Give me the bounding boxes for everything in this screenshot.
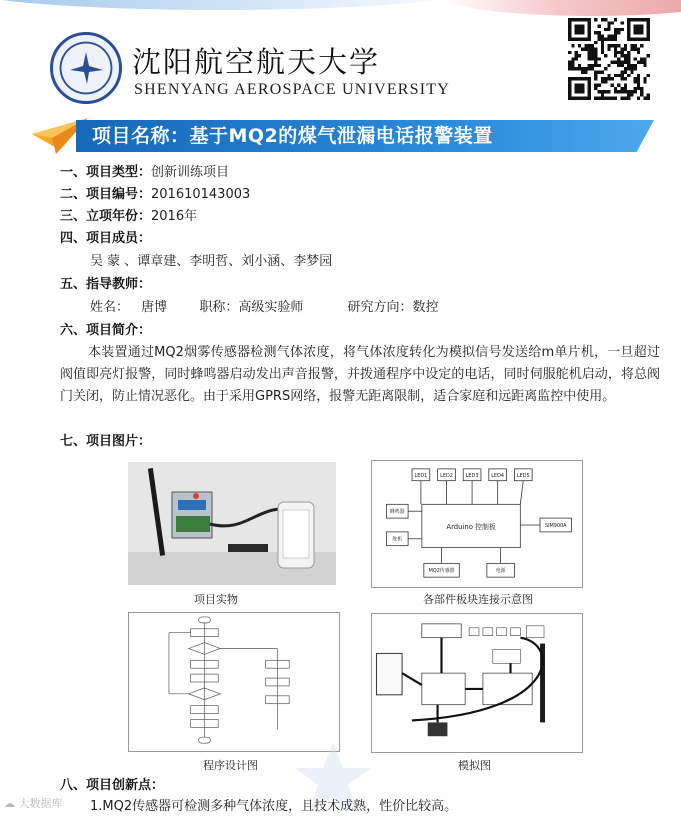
project-type-label: 一、项目类型： [60,165,152,180]
teacher-row [90,297,439,319]
watermark-text: 大数据库 [18,797,63,810]
teacher-name-label: 姓名： [90,300,130,315]
watermark-icon: ☁ [4,797,19,810]
university-logo-icon [50,32,122,104]
intro-text: 本装置通过MQ2烟雾传感器检测气体浓度，将气体浓度转化为模拟信号发送给m单片机，一旦超过阀值即亮灯报警，同时蜂鸣器启动发出声音报警，并拨通程序中设定的电话，同时伺服舵机启动，将总阀门关闭，防止情况恶化。由于采用GPRS网络，报警无距离限制，适合家庭和远距离监控中使用。 [60,345,660,404]
teacher-title: 高级实验师 [238,300,304,315]
buzzer-text: 蜂鸣器 [389,509,405,516]
project-year-row [60,206,197,228]
simulation-figure [371,613,583,753]
project-photo [128,462,336,585]
sim900a-text: SIM900A [544,522,567,529]
servo-text: 舵机 [392,536,403,543]
photo-caption: 项目实物 [194,593,238,606]
project-number-label: 二、项目编号： [60,187,152,202]
teacher-title-label: 职称： [199,300,239,315]
flow-caption: 程序设计图 [203,759,258,772]
teacher-field: 数控 [412,300,439,315]
power-text: 电源 [495,568,506,575]
qr-code-icon[interactable] [568,18,650,100]
mq2-text: MQ2传感器 [428,568,455,575]
project-number-value: 201610143003 [151,187,251,202]
university-name-cn: 沈阳航空航天大学 [132,45,381,79]
led2-text: LED2 [440,472,453,479]
teacher-label: 五、指导教师： [60,277,152,292]
watermark [4,795,63,811]
project-type-value: 创新训练项目 [151,165,230,180]
innovation-item-1: 1.MQ2传感器可检测多种气体浓度，且技术成熟，性价比较高。 [90,799,458,814]
led1-text: LED1 [414,472,428,479]
intro-label: 六、项目简介： [60,323,152,338]
project-year-value: 2016年 [151,209,198,224]
block-diagram [371,460,583,588]
led4-text: LED4 [491,472,505,479]
university-name-en: SHENYANG AEROSPACE UNIVERSITY [134,81,451,98]
members-label: 四、项目成员： [60,231,152,246]
project-title: 项目名称：基于MQ2的煤气泄漏电话报警装置 [92,125,493,147]
innovation-label: 八、项目创新点： [60,778,165,793]
project-year-label: 三、立项年份： [60,209,152,224]
flowchart-figure [128,612,340,752]
top-decoration [0,0,681,20]
sim-caption: 模拟图 [458,759,491,772]
teacher-name: 唐博 [141,300,168,315]
led5-text: LED5 [516,472,530,479]
images-label: 七、项目图片： [60,434,152,449]
arduino-text: Arduino 控制板 [446,522,496,531]
members-value: 吴 蒙 、谭章建、李明哲、刘小涵、李梦园 [90,254,333,269]
teacher-field-label: 研究方向： [347,300,413,315]
led3-text: LED3 [465,472,479,479]
project-type-row [60,162,229,184]
block-caption: 各部件板块连接示意图 [423,593,533,606]
project-number-row [60,184,250,206]
